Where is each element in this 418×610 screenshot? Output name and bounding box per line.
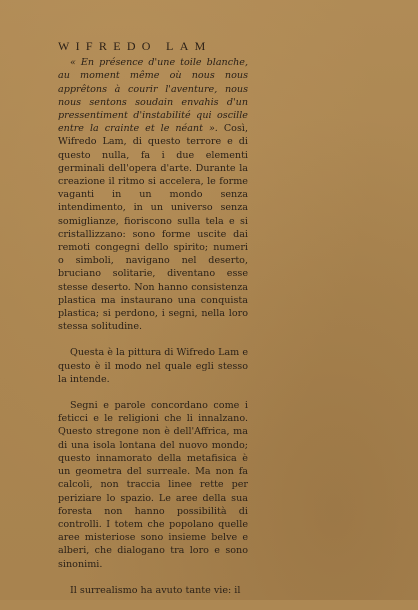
italic-quote: « En présence d'une toile blanche, au moment même où nous nous apprêtons à courir l'aventure, nous nous sentons soudain envahis d'un pressentiment d'instabilité qui oscille entre la crainte et le néant ». bbox=[58, 57, 248, 135]
paragraph: Segni e parole concordano come i feticci e le religioni che li innalzano. Questo stregone non è dell'Affrica, ma di una isola lontana del nuovo mondo; questo innamorato della metafisica è un geometra del surreale. Ma non fa calcoli, non traccia linee rette per periziare lo spazio. Le aree della sua foresta non hanno possibilità di controlli. I totem che popolano quelle aree misteriose sono insieme belve e alberi, che dialogano tra loro e sono sinonimi. bbox=[58, 400, 248, 570]
text-column bbox=[58, 40, 248, 610]
page-title: WIFREDO LAM bbox=[58, 39, 212, 53]
paragraph bbox=[58, 56, 248, 333]
paragraph: Il surrealismo ha avuto tante vie: il bbox=[70, 584, 241, 596]
paragraph: Questa è la pittura di Wifredo Lam e questo è il modo nel quale egli stesso la intende. bbox=[58, 347, 249, 385]
paragraph-text: Così, Wifredo Lam, di questo terrore e di questo nulla, fa i due elementi germinali dell'opera d'arte. Durante la creazione il ritmo si accelera, le forme vaganti in un mondo senza intendimento, in un universo senza somiglianze, fioriscono sulla tela e si cristallizzano: sono forme uscite dai remoti congegni dello spirito; numeri o simboli, navigano nel deserto, bruciano solitarie, diventano esse stesse deserto. Non hanno consistenza plastica ma instaurano una conquista plastica; si perdono, i segni, nella loro stessa solitudine. bbox=[58, 123, 248, 333]
